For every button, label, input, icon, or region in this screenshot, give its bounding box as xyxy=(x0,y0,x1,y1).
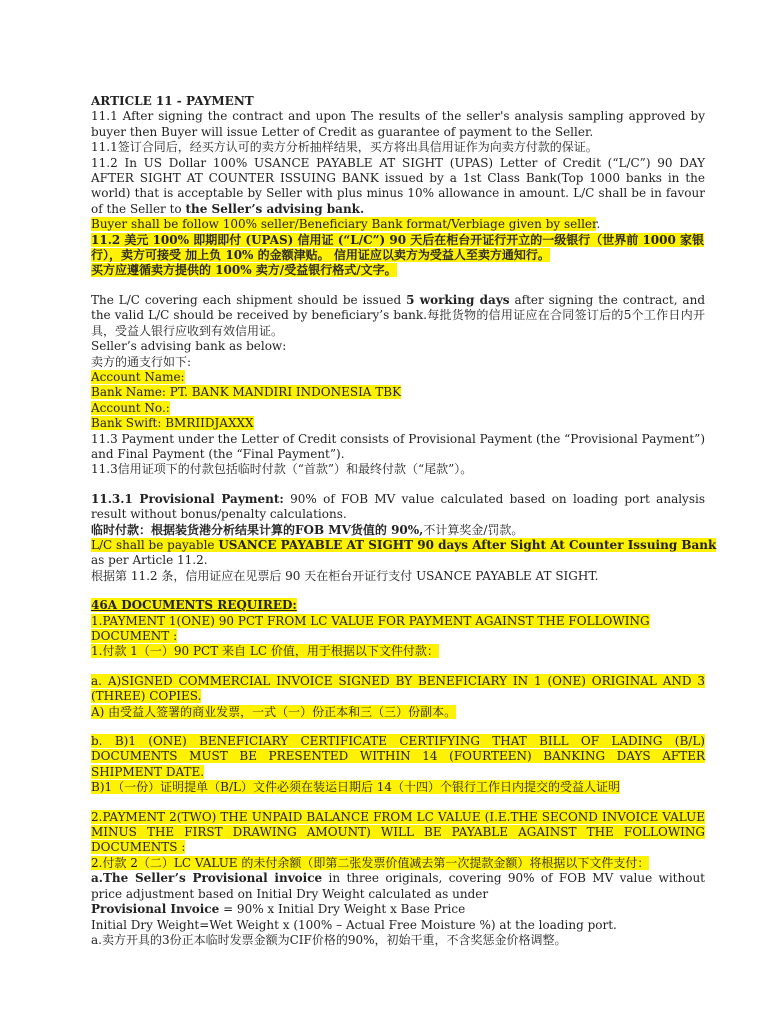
usance-ref: as per Article 11.2. xyxy=(91,553,208,568)
provisional-payment-label: 11.3.1 Provisional Payment: xyxy=(91,491,284,506)
clause-11-2-cn-1 xyxy=(91,233,705,264)
account-name-line xyxy=(91,370,705,385)
formula-label: Provisional Invoice xyxy=(91,902,220,917)
clause-11-1-cn: 11.1签订合同后，经买方认可的卖方分析抽样结果，买方将出具信用证作为向卖方付款的保证。 xyxy=(91,140,598,155)
payment-2-cn: 2.付款 2（二）LC VALUE 的未付余额（即第二张发票价值减去第一次提款金额）将根据以下文件支付： xyxy=(91,855,650,870)
doc-b-cn: B)1（一份）证明提单（B/L）文件必须在装运日期后 14（十四）个银行工作日内提交的受益人证明 xyxy=(91,780,621,795)
doc-b-en-line xyxy=(91,734,705,780)
clause-11-2-cn-2 xyxy=(91,263,705,278)
usance-cn: 根据第 11.2 条，信用证应在见票后 90 天在柜台开证行支付 USANCE PAYABLE AT SIGHT. xyxy=(91,568,599,583)
documents-heading-line xyxy=(91,598,705,613)
clause-11-2-cn-2-text: 买方应遵循卖方提供的 100% 卖方/受益银行格式/文字。 xyxy=(91,263,397,278)
provisional-payment-cn-bold: 临时付款：根据装货港分析结果计算的FOB MV货值的 90%, xyxy=(91,522,424,537)
payment-1-cn: 1.付款 1（一）90 PCT 来自 LC 价值，用于根据以下文件付款： xyxy=(91,644,439,659)
payment-2-cn-line xyxy=(91,856,705,871)
advising-bank-en: Seller’s advising bank as below: xyxy=(91,339,287,354)
clause-11-2-text: 11.2 In US Dollar 100% USANCE PAYABLE AT SIGHT (UPAS) Letter of Credit (“L/C”) 90 DAY AFTER SIGHT AT COUNTER ISSUING BANK issued by a 1st Class Bank(Top 1000 banks in the world) that is acceptable by Seller with plus minus 10% allowance in amount. L/C shall be in favour of the Seller to xyxy=(91,155,705,216)
dry-weight-definition: Initial Dry Weight=Wet Weight x (100% – Actual Free Moisture %) at the loading port. xyxy=(91,917,617,932)
payment-1-cn-line xyxy=(91,644,705,659)
clause-11-1-en: 11.1 After signing the contract and upon The results of the seller's analysis sampling approved by buyer then Buyer will issue Letter of Credit as guarantee of payment to the Seller. xyxy=(91,109,705,139)
account-no: Account No.: xyxy=(91,400,170,415)
spacer xyxy=(91,720,705,734)
bank-name-line xyxy=(91,385,705,400)
clause-11-3-1-cn xyxy=(91,523,705,538)
spacer xyxy=(91,279,705,293)
usance-terms: USANCE PAYABLE AT SIGHT 90 days After Sight At Counter Issuing Bank xyxy=(218,537,717,552)
advising-bank-cn: 卖方的通支行如下: xyxy=(91,354,192,369)
clause-11-2-follow: Buyer shall be follow 100% seller/Beneficiary Bank format/Verbiage given by seller. xyxy=(91,217,601,232)
payment-1-en: 1.PAYMENT 1(ONE) 90 PCT FROM LC VALUE FOR PAYMENT AGAINST THE FOLLOWING DOCUMENT : xyxy=(91,613,650,643)
spacer xyxy=(91,660,705,674)
payment-1-en-line xyxy=(91,614,705,645)
provisional-payment-text: 90% of FOB MV value calculated based on loading port analysis result without bonus/penalty calculations. xyxy=(91,491,705,522)
spacer xyxy=(91,796,705,810)
clause-11-3-1-en xyxy=(91,492,705,523)
clause-11-2-cn-1-text: 11.2 美元 100% 即期即付 (UPAS) 信用证 (“L/C”) 90 天后在柜台开证行开立的一级银行（世界前 1000 家银行），卖方可接受 加上负 10% 的金额津贴。 信用证应以卖方为受益人至卖方通知行。 xyxy=(91,232,705,263)
payment-2-en-line xyxy=(91,810,705,856)
provisional-invoice-clause xyxy=(91,871,705,902)
doc-a-en-line xyxy=(91,674,705,705)
lc-issue-c: after signing the contract, and the valid L/C should be received by beneficiary’s bank.每批货物的信用证应在合同签订后的5个工作日内开具，受益人银行应收到有效信用证。 xyxy=(91,292,706,338)
article-heading: ARTICLE 11 - PAYMENT xyxy=(91,94,254,108)
lc-issue-a: The L/C covering each shipment should be issued xyxy=(91,292,407,307)
clause-11-3-en: 11.3 Payment under the Letter of Credit consists of Provisional Payment (the “Provisional Payment”) and Final Payment (the “Final Payment”). xyxy=(91,431,705,461)
invoice-formula xyxy=(91,902,705,917)
documents-heading: 46A DOCUMENTS REQUIRED: xyxy=(91,598,297,613)
usance-lead: L/C shall be payable xyxy=(91,537,219,552)
spacer xyxy=(91,584,705,598)
account-no-line xyxy=(91,401,705,416)
usance-clause xyxy=(91,537,717,553)
provisional-invoice-lead: a.The Seller’s Provisional invoice xyxy=(91,871,323,886)
advising-bank-ref: the Seller’s advising bank. xyxy=(185,201,365,216)
spacer xyxy=(91,478,705,492)
doc-b-cn-line xyxy=(91,780,705,795)
clause-11-3-cn: 11.3信用证项下的付款包括临时付款（“首款”）和最终付款（“尾款”）。 xyxy=(91,462,473,477)
provisional-invoice-text: in three originals, covering 90% of FOB MV value without price adjustment based on Initial Dry Weight calculated as under xyxy=(91,871,705,901)
doc-a-cn-line xyxy=(91,705,705,720)
provisional-payment-cn: 不计算奖金/罚款。 xyxy=(423,522,524,537)
invoice-cn: a.卖方开具的3份正本临时发票金额为CIF价格的90%，初始干重，不含奖惩金价格调整。 xyxy=(91,932,567,947)
working-days: 5 working days xyxy=(406,292,510,307)
bank-name: Bank Name: PT. BANK MANDIRI INDONESIA TBK xyxy=(91,385,402,400)
bank-swift-line xyxy=(91,416,705,431)
doc-a-cn: A) 由受益人签署的商业发票，一式（一）份正本和三（三）份副本。 xyxy=(91,704,457,719)
clause-11-2-en xyxy=(91,156,705,218)
payment-2-en: 2.PAYMENT 2(TWO) THE UNPAID BALANCE FROM LC VALUE (I.E.THE SECOND INVOICE VALUE MINUS THE FIRST DRAWING AMOUNT) WILL BE PAYABLE AGAINST THE FOLLOWING DOCUMENTS : xyxy=(91,809,705,855)
bank-swift: Bank Swift: BMRIIDJAXXX xyxy=(91,416,254,431)
formula-text: = 90% x Initial Dry Weight x Base Price xyxy=(219,902,466,917)
doc-b-en: b. B)1 (ONE) BENEFICIARY CERTIFICATE CERTIFYING THAT BILL OF LADING (B/L) DOCUMENTS MUST BE PRESENTED WITHIN 14 (FOURTEEN) BANKING DAYS AFTER SHIPMENT DATE. xyxy=(91,734,705,779)
verbiage-note: Buyer shall be follow 100% seller/Beneficiary Bank format/Verbiage given by seller xyxy=(91,217,597,232)
account-name: Account Name: xyxy=(91,369,185,384)
document-body xyxy=(91,94,717,948)
lc-issue-clause xyxy=(91,293,705,339)
doc-a-en: a. A)SIGNED COMMERCIAL INVOICE SIGNED BY BENEFICIARY IN 1 (ONE) ORIGINAL AND 3 (THREE) COPIES. xyxy=(91,673,705,704)
